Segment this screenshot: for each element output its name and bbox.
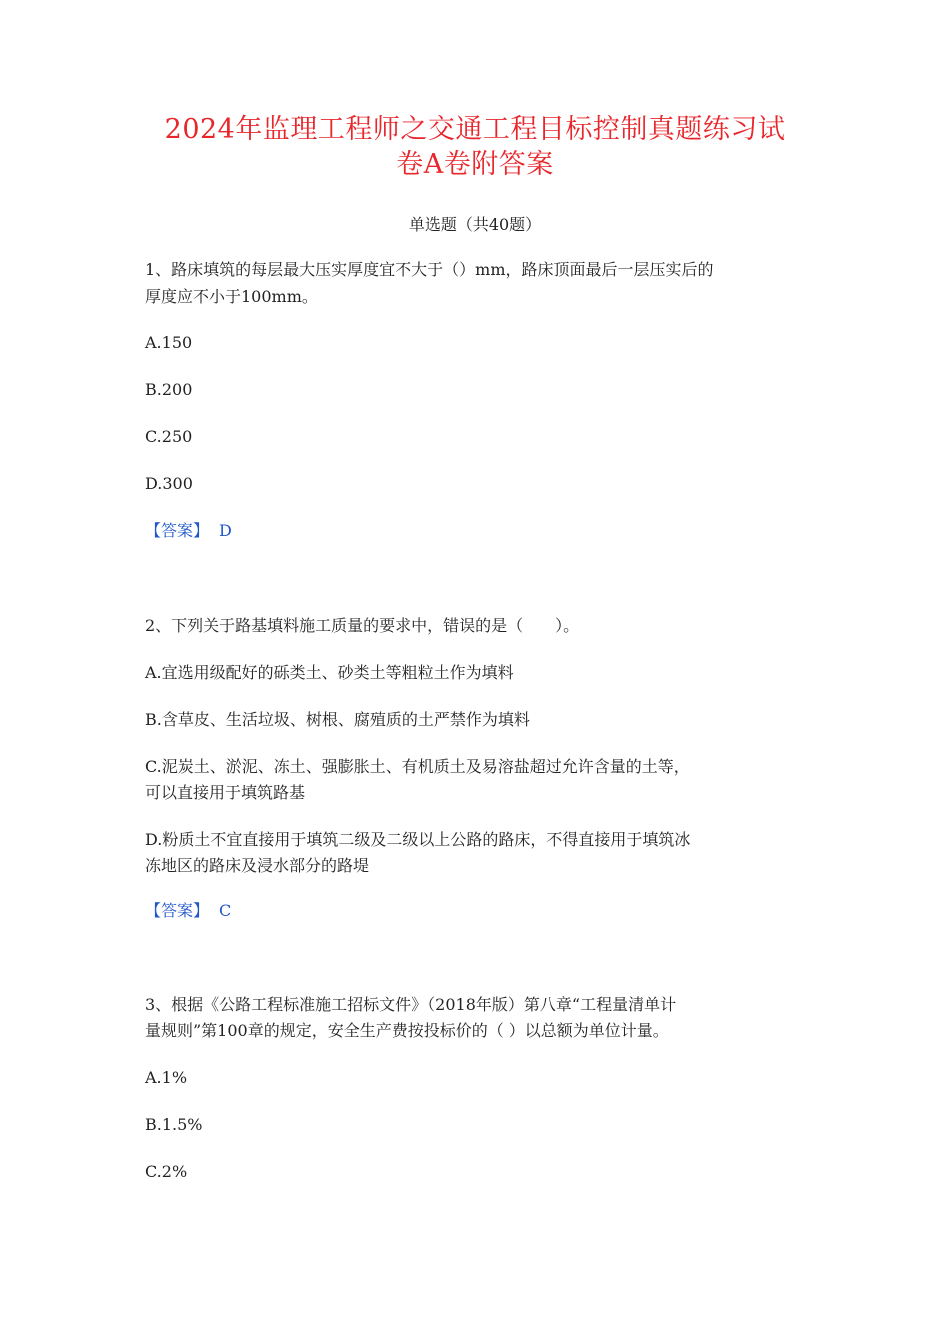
question-3-stem-line-2: 量规则”第100章的规定，安全生产费按投标价的（ ）以总额为单位计量。 [145,1021,669,1040]
question-2-option-c-line-1: C.泥炭土、淤泥、冻土、强膨胀土、有机质土及易溶盐超过允许含量的土等， [145,757,690,776]
document-title-line-1: 2024年监理工程师之交通工程目标控制真题练习试 [164,114,786,145]
question-3-option-c: C.2% [145,1162,188,1181]
question-2-option-c-line-2: 可以直接用于填筑路基 [145,783,306,802]
question-1-stem-line-2: 厚度应不小于100mm。 [145,287,318,306]
question-3-stem-line-1: 3、根据《公路工程标准施工招标文件》（2018年版）第八章“工程量清单计 [145,995,677,1014]
answer-label: 【答案】 [145,521,210,540]
question-2-stem-line-1: 2、下列关于路基填料施工质量的要求中，错误的是（ ）。 [145,616,580,635]
section-heading: 单选题（共40题） [408,215,542,234]
answer-label: 【答案】 [145,901,210,920]
question-1-option-b: B.200 [145,380,193,399]
answer-value: C [219,901,232,920]
answer-value: D [219,521,232,540]
question-1-answer [145,518,825,544]
question-2-option-a: A.宜选用级配好的砾类土、砂类土等粗粒土作为填料 [145,663,514,682]
question-2-option-b: B.含草皮、生活垃圾、树根、腐殖质的土严禁作为填料 [145,710,530,729]
question-1-option-c: C.250 [145,427,193,446]
question-3-option-a: A.1% [145,1068,188,1087]
question-2-option-d-line-1: D.粉质土不宜直接用于填筑二级及二级以上公路的路床，不得直接用于填筑冰 [145,830,691,849]
document-title-line-2: 卷A卷附答案 [396,149,554,180]
question-3-option-b: B.1.5% [145,1115,203,1134]
question-2-answer [145,898,825,924]
question-1-stem-line-1: 1、路床填筑的每层最大压实厚度宜不大于（）mm，路床顶面最后一层压实后的 [145,260,714,279]
question-1-option-d: D.300 [145,474,193,493]
question-1-option-a: A.150 [145,333,193,352]
question-2-option-d-line-2: 冻地区的路床及浸水部分的路堤 [145,856,370,875]
